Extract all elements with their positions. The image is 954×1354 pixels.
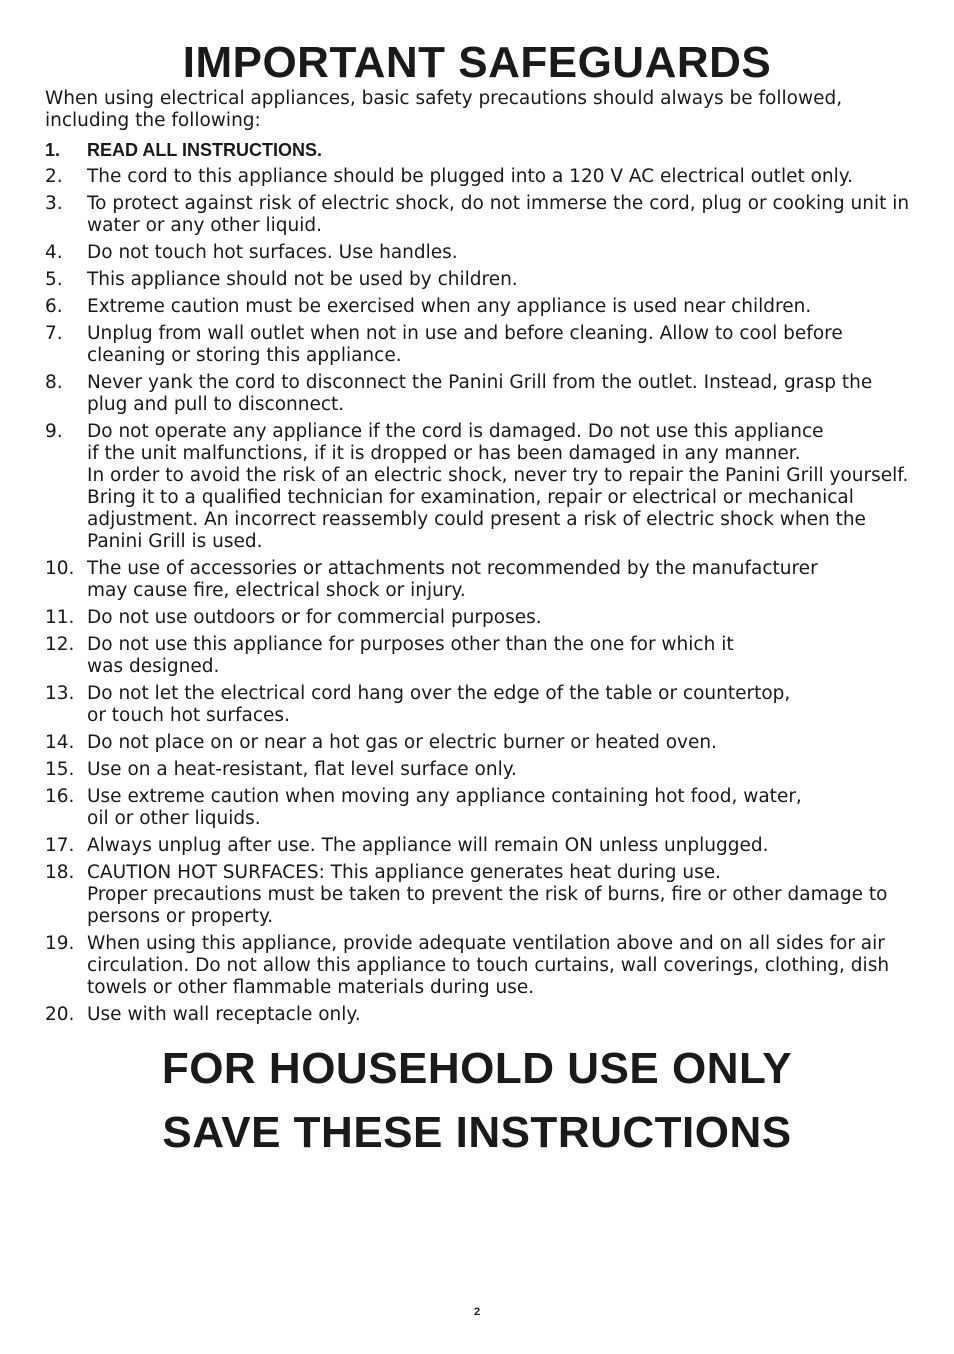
household-use-heading: FOR HOUSEHOLD USE ONLY xyxy=(161,1044,793,1093)
list-item xyxy=(45,323,915,367)
item-number: 6. xyxy=(45,296,63,317)
list-item xyxy=(45,193,915,237)
safeguard-list xyxy=(45,139,915,1031)
item-number: 12. xyxy=(45,634,75,655)
item-text: CAUTION HOT SURFACES: This appliance generates heat during use. Proper precautions must be taken to prevent the risk of burns, fire or other damage to persons or property. xyxy=(87,862,888,927)
page-number: 2 xyxy=(473,1306,481,1318)
list-item xyxy=(45,421,915,553)
list-item xyxy=(45,786,915,830)
item-text: To protect against risk of electric shock, do not immerse the cord, plug or cooking unit in water or any other liquid. xyxy=(87,193,910,236)
item-number: 18. xyxy=(45,862,75,883)
item-text: Do not use outdoors or for commercial purposes. xyxy=(87,607,542,628)
item-text: The use of accessories or attachments not recommended by the manufacturer may cause fire, electrical shock or injury. xyxy=(87,558,818,601)
item-text: This appliance should not be used by children. xyxy=(87,269,518,290)
item-number: 13. xyxy=(45,683,75,704)
item-text: Do not use this appliance for purposes other than the one for which it was designed. xyxy=(87,634,734,677)
item-text: Use extreme caution when moving any appliance containing hot food, water, oil or other liquids. xyxy=(87,786,802,829)
intro-text: When using electrical appliances, basic safety precautions should always be followed, including the following: xyxy=(45,88,843,131)
list-item xyxy=(45,558,915,602)
item-number: 5. xyxy=(45,269,63,290)
list-item xyxy=(45,759,915,781)
item-number: 20. xyxy=(45,1004,75,1025)
save-instructions-heading: SAVE THESE INSTRUCTIONS xyxy=(162,1108,792,1157)
item-number: 1. xyxy=(45,140,61,160)
item-text: The cord to this appliance should be plugged into a 120 V AC electrical outlet only. xyxy=(87,166,853,187)
item-number: 8. xyxy=(45,372,63,393)
item-number: 19. xyxy=(45,933,75,954)
item-text: Do not let the electrical cord hang over the edge of the table or countertop, or touch hot surfaces. xyxy=(87,683,791,726)
list-item xyxy=(45,683,915,727)
list-item xyxy=(45,732,915,754)
page-title: IMPORTANT SAFEGUARDS xyxy=(182,38,772,87)
item-text: Always unplug after use. The appliance will remain ON unless unplugged. xyxy=(87,835,769,856)
item-number: 15. xyxy=(45,759,75,780)
list-item xyxy=(45,933,915,999)
list-item xyxy=(45,634,915,678)
list-item xyxy=(45,269,915,291)
list-item xyxy=(45,296,915,318)
item-text: Never yank the cord to disconnect the Panini Grill from the outlet. Instead, grasp the plug and pull to disconnect. xyxy=(87,372,873,415)
list-item xyxy=(45,242,915,264)
list-item xyxy=(45,1004,915,1026)
item-text: Do not operate any appliance if the cord is damaged. Do not use this appliance if the unit malfunctions, if it is dropped or has been damaged in any manner. In order to avoid the risk of an electric shock, never try to repair the Panini Grill yourself. Bring it to a qualified technician for examination, repair or electrical or mechanical adjustment. An incorrect reassembly could present a risk of electric shock when the Panini Grill is used. xyxy=(87,421,909,552)
item-text: Extreme caution must be exercised when any appliance is used near children. xyxy=(87,296,812,317)
item-text: Do not place on or near a hot gas or electric burner or heated oven. xyxy=(87,732,717,753)
item-text: READ ALL INSTRUCTIONS. xyxy=(87,140,323,160)
item-number: 14. xyxy=(45,732,75,753)
item-number: 17. xyxy=(45,835,75,856)
item-text: Use on a heat-resistant, flat level surface only. xyxy=(87,759,517,780)
list-item xyxy=(45,166,915,188)
list-item xyxy=(45,372,915,416)
item-text: Use with wall receptacle only. xyxy=(87,1004,361,1025)
item-number: 10. xyxy=(45,558,75,579)
list-item xyxy=(45,607,915,629)
item-number: 7. xyxy=(45,323,63,344)
item-number: 16. xyxy=(45,786,75,807)
item-text: When using this appliance, provide adequate ventilation above and on all sides for air circulation. Do not allow this appliance to touch curtains, wall coverings, clothing, dish towels or other flammable materials during use. xyxy=(87,933,890,998)
item-text: Do not touch hot surfaces. Use handles. xyxy=(87,242,458,263)
item-number: 9. xyxy=(45,421,63,442)
item-number: 3. xyxy=(45,193,63,214)
item-number: 11. xyxy=(45,607,75,628)
list-item xyxy=(45,139,915,161)
item-number: 4. xyxy=(45,242,63,263)
list-item xyxy=(45,835,915,857)
item-number: 2. xyxy=(45,166,63,187)
item-text: Unplug from wall outlet when not in use and before cleaning. Allow to cool before cleaning or storing this appliance. xyxy=(87,323,843,366)
list-item xyxy=(45,862,915,928)
